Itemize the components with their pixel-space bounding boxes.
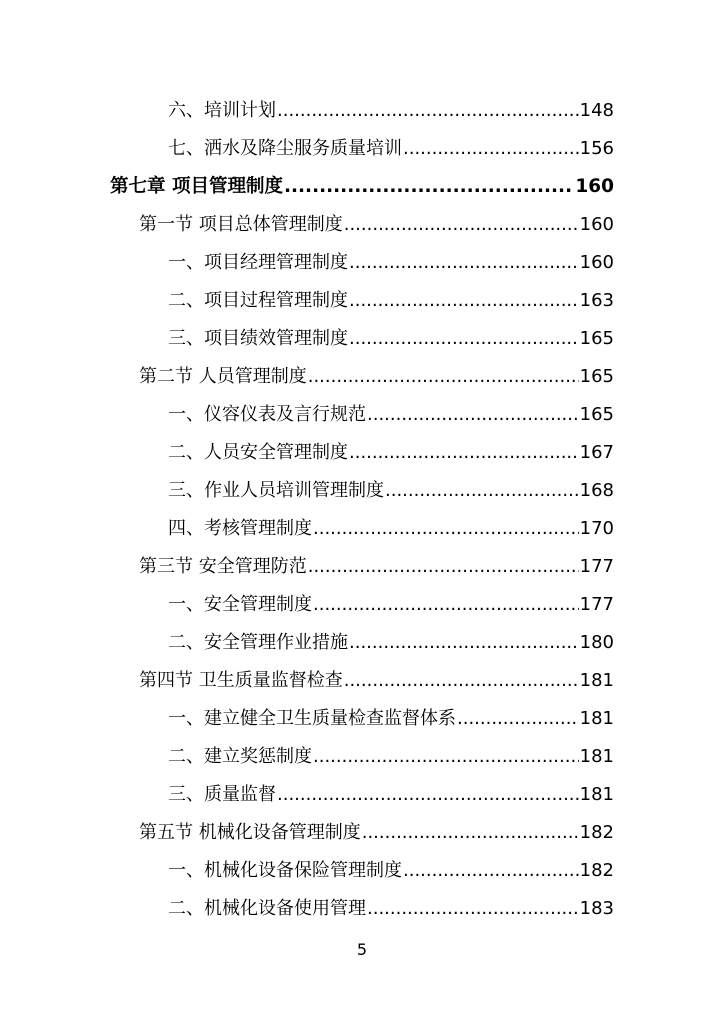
dot-leader [385, 472, 579, 510]
toc-chapter-entry[interactable] [0, 168, 724, 206]
dot-leader [362, 814, 579, 852]
toc-entry-title: 第七章 项目管理制度 [110, 176, 283, 197]
toc-entry-page-number: 181 [579, 746, 614, 767]
toc-entry-title: 一、仪容仪表及言行规范 [168, 404, 366, 425]
toc-entry-line [168, 434, 614, 472]
toc-entry-title: 第五节 机械化设备管理制度 [139, 822, 361, 843]
toc-entry-page-number: 165 [579, 366, 614, 387]
toc-entry-line [110, 168, 614, 206]
toc-entry-title: 二、建立奖惩制度 [168, 746, 312, 767]
toc-entry-page-number: 156 [579, 138, 614, 159]
dot-leader [403, 130, 579, 168]
toc-section-entry[interactable] [0, 814, 724, 852]
toc-entry-title: 二、机械化设备使用管理 [168, 898, 366, 919]
toc-entry-line [168, 852, 614, 890]
toc-entry-page-number: 181 [579, 670, 614, 691]
toc-subsection-entry[interactable] [0, 738, 724, 776]
toc-subsection-entry[interactable] [0, 586, 724, 624]
toc-subsection-entry[interactable] [0, 472, 724, 510]
toc-subsection-entry[interactable] [0, 130, 724, 168]
toc-entry-page-number: 160 [579, 252, 614, 273]
toc-entry-title: 二、安全管理作业措施 [168, 632, 348, 653]
toc-entry-page-number: 180 [579, 632, 614, 653]
toc-entry-title: 三、项目绩效管理制度 [168, 328, 348, 349]
toc-entry-title: 第一节 项目总体管理制度 [139, 214, 343, 235]
toc-entry-page-number: 167 [579, 442, 614, 463]
toc-entry-title: 第二节 人员管理制度 [139, 366, 307, 387]
toc-subsection-entry[interactable] [0, 92, 724, 130]
toc-subsection-entry[interactable] [0, 624, 724, 662]
toc-section-entry[interactable] [0, 662, 724, 700]
dot-leader [344, 206, 579, 244]
dot-leader [313, 510, 579, 548]
toc-entry-line [168, 92, 614, 130]
toc-entry-title: 三、作业人员培训管理制度 [168, 480, 384, 501]
toc-section-entry[interactable] [0, 206, 724, 244]
toc-entry-page-number: 160 [579, 214, 614, 235]
toc-entry-page-number: 177 [579, 556, 614, 577]
toc-subsection-entry[interactable] [0, 776, 724, 814]
toc-entry-page-number: 170 [579, 518, 614, 539]
toc-entry-title: 一、安全管理制度 [168, 594, 312, 615]
dot-leader [403, 852, 579, 890]
toc-entry-page-number: 165 [579, 404, 614, 425]
dot-leader [313, 738, 579, 776]
toc-entry-line [168, 244, 614, 282]
toc-entry-page-number: 160 [575, 176, 614, 197]
toc-entry-title: 二、项目过程管理制度 [168, 290, 348, 311]
toc-entry-line [139, 358, 614, 396]
toc-entry-line [168, 130, 614, 168]
toc-subsection-entry[interactable] [0, 852, 724, 890]
toc-subsection-entry[interactable] [0, 396, 724, 434]
toc-entry-title: 第四节 卫生质量监督检查 [139, 670, 343, 691]
dot-leader [349, 282, 579, 320]
toc-entry-page-number: 182 [579, 822, 614, 843]
toc-entry-title: 一、建立健全卫生质量检查监督体系 [168, 708, 456, 729]
toc-entry-page-number: 182 [579, 860, 614, 881]
toc-entry-line [168, 396, 614, 434]
toc-entry-title: 六、培训计划 [168, 100, 276, 121]
toc-entry-page-number: 181 [579, 708, 614, 729]
toc-entry-title: 二、人员安全管理制度 [168, 442, 348, 463]
toc-entry-line [168, 510, 614, 548]
dot-leader [457, 700, 579, 738]
toc-entry-line [139, 548, 614, 586]
dot-leader [349, 320, 579, 358]
toc-entry-page-number: 163 [579, 290, 614, 311]
dot-leader [313, 586, 579, 624]
toc-entry-page-number: 148 [579, 100, 614, 121]
dot-leader [349, 434, 579, 472]
toc-subsection-entry[interactable] [0, 282, 724, 320]
toc-entry-line [168, 700, 614, 738]
toc-entry-title: 七、洒水及降尘服务质量培训 [168, 138, 402, 159]
toc-entry-line [168, 282, 614, 320]
toc-section-entry[interactable] [0, 548, 724, 586]
toc-subsection-entry[interactable] [0, 700, 724, 738]
toc-entry-page-number: 165 [579, 328, 614, 349]
dot-leader [277, 776, 579, 814]
table-of-contents [0, 92, 724, 928]
dot-leader [367, 890, 579, 928]
toc-entry-line [168, 586, 614, 624]
toc-entry-title: 第三节 安全管理防范 [139, 556, 307, 577]
toc-entry-line [139, 814, 614, 852]
toc-section-entry[interactable] [0, 358, 724, 396]
toc-entry-title: 三、质量监督 [168, 784, 276, 805]
toc-entry-page-number: 181 [579, 784, 614, 805]
toc-entry-page-number: 168 [579, 480, 614, 501]
toc-entry-page-number: 177 [579, 594, 614, 615]
toc-entry-line [139, 206, 614, 244]
toc-entry-line [168, 320, 614, 358]
dot-leader [349, 624, 579, 662]
toc-entry-line [168, 472, 614, 510]
toc-entry-line [139, 662, 614, 700]
page-number: 5 [356, 940, 368, 959]
toc-entry-title: 一、项目经理管理制度 [168, 252, 348, 273]
dot-leader [277, 92, 579, 130]
toc-entry-line [168, 890, 614, 928]
dot-leader [308, 548, 579, 586]
toc-entry-page-number: 183 [579, 898, 614, 919]
toc-entry-title: 四、考核管理制度 [168, 518, 312, 539]
toc-subsection-entry[interactable] [0, 320, 724, 358]
toc-subsection-entry[interactable] [0, 434, 724, 472]
dot-leader [308, 358, 579, 396]
toc-subsection-entry[interactable] [0, 890, 724, 928]
toc-entry-line [168, 776, 614, 814]
toc-entry-title: 一、机械化设备保险管理制度 [168, 860, 402, 881]
dot-leader [367, 396, 579, 434]
toc-subsection-entry[interactable] [0, 244, 724, 282]
toc-entry-line [168, 738, 614, 776]
toc-subsection-entry[interactable] [0, 510, 724, 548]
dot-leader [344, 662, 579, 700]
dot-leader [284, 168, 574, 206]
toc-entry-line [168, 624, 614, 662]
dot-leader [349, 244, 579, 282]
